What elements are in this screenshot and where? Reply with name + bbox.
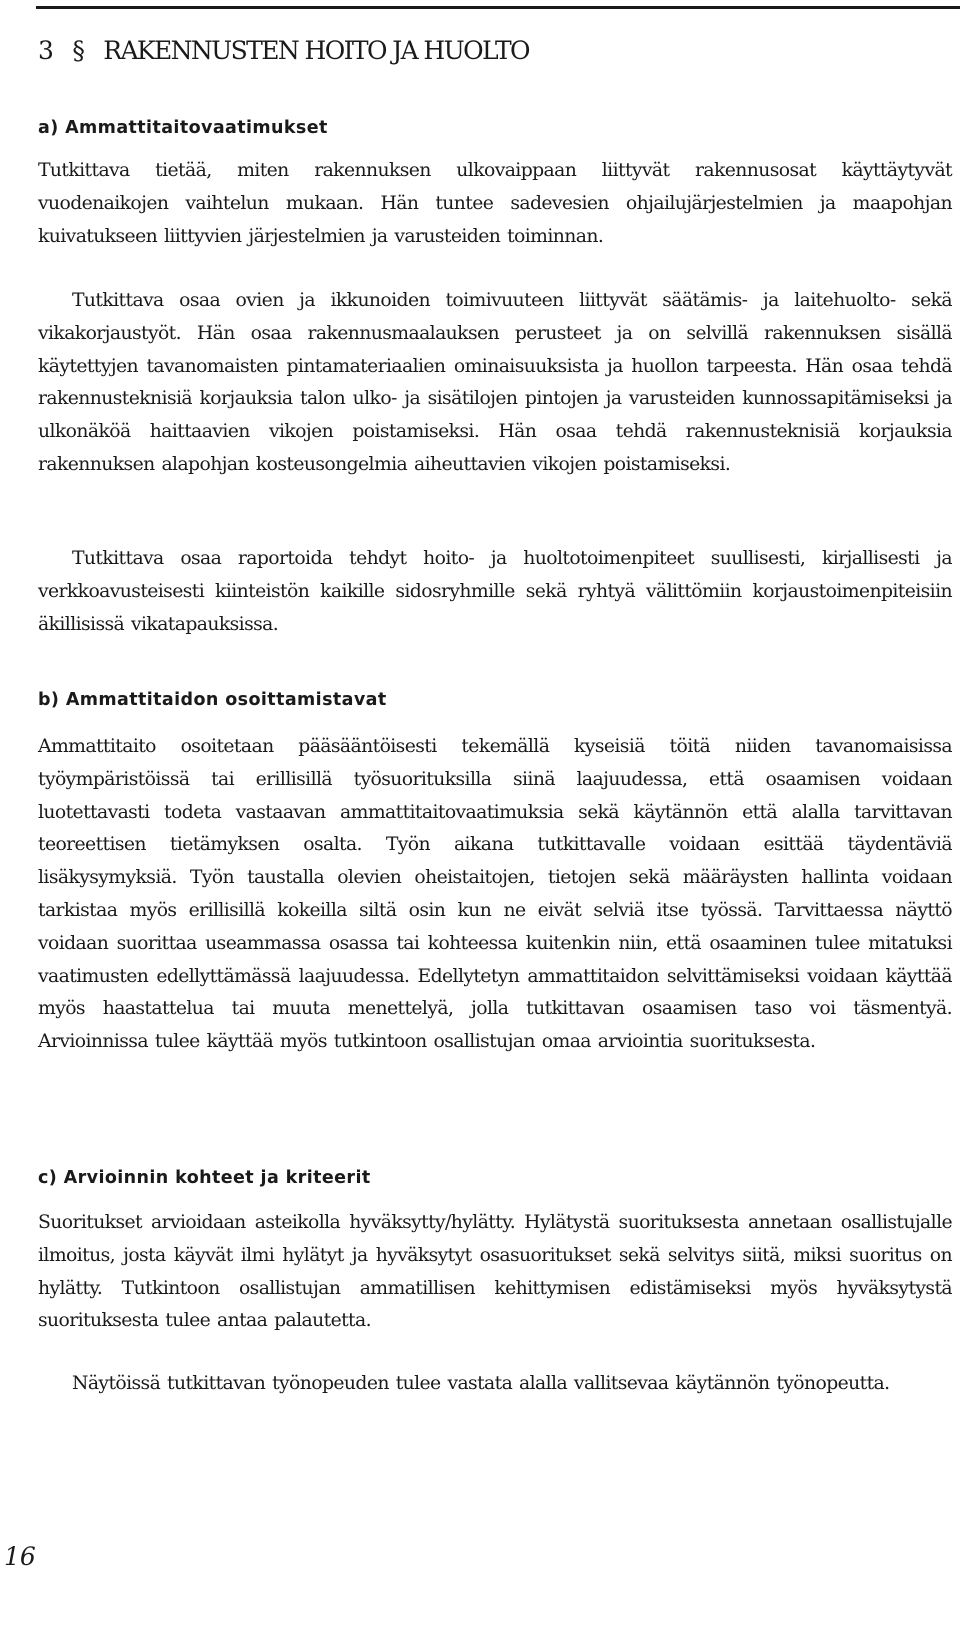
section-a-paragraph-3: Tutkittava osaa raportoida tehdyt hoito- ja huoltotoimenpiteet suullisesti, kirjallisesti ja verkkoavusteisesti kiinteistön kaikille sidosryhmille sekä ryhtyä välittömiin korjaustoimenpiteisiin äkillisissä vikatapauksissa. (38, 548, 952, 635)
section-a-heading: a) Ammattitaitovaatimukset (38, 118, 328, 138)
section-sign: § (72, 36, 84, 65)
page-number: 16 (4, 1542, 36, 1571)
chapter-title: RAKENNUSTEN HOITO JA HUOLTO (103, 36, 529, 65)
section-b-heading: b) Ammattitaidon osoittamistavat (38, 690, 387, 710)
section-c-paragraph-1: Suoritukset arvioidaan asteikolla hyväksytty/hylätty. Hylätystä suorituksesta annetaan osallistujalle ilmoitus, josta käyvät ilmi hylätyt ja hyväksytyt osasuoritukset sekä selvitys siitä, miksi suoritus on hylätty. Tutkintoon osallistujan ammatillisen kehittymisen edistämiseksi myös hyväksytystä suorituksesta tulee antaa palautetta. (38, 1212, 952, 1332)
section-a-paragraph-1: Tutkittava tietää, miten rakennuksen ulkovaippaan liittyvät rakennusosat käyttäytyvät vuodenaikojen vaihtelun mukaan. Hän tuntee sadevesien ohjailujärjestelmien ja maapohjan kuivatukseen liittyvien järjestelmien ja varusteiden toiminnan. (38, 160, 952, 247)
section-a-paragraph-2: Tutkittava osaa ovien ja ikkunoiden toimivuuteen liittyvät säätämis- ja laitehuolto- sekä vikakorjaustyöt. Hän osaa rakennusmaalauksen perusteet ja on selvillä rakennuksen sisällä käytettyjen tavanomaisten pintamateriaalien ominaisuuksista ja huollon tarpeesta. Hän osaa tehdä rakennusteknisiä korjauksia talon ulko- ja sisätilojen pintojen ja varusteiden kunnossapitämiseksi ja ulkonäköä haittaavien vikojen poistamiseksi. Hän osaa tehdä rakennusteknisiä korjauksia rakennuksen alapohjan kosteusongelmia aiheuttavien vikojen poistamiseksi. (38, 290, 952, 475)
section-b-paragraph-1: Ammattitaito osoitetaan pääsääntöisesti tekemällä kyseisiä töitä niiden tavanomaisissa työympäristöissä tai erillisillä työsuorituksilla siinä laajuudessa, että osaamisen voidaan luotettavasti todeta vastaavan ammattitaitovaatimuksia sekä käytännön että alalla tarvittavan teoreettisen tietämyksen osalta. Työn aikana tutkittavalle voidaan esittää täydentäviä lisäkysymyksiä. Työn taustalla olevien oheistaitojen, tietojen sekä määräysten hallinta voidaan tarkistaa myös erillisillä kokeilla siltä osin kun ne eivät selviä itse työssä. Tarvittaessa näyttö voidaan suorittaa useammassa osassa tai kohteessa kuitenkin niin, että osaaminen tulee mitatuksi vaatimusten edellyttämässä laajuudessa. Edellytetyn ammattitaidon selvittämiseksi voidaan käyttää myös haastattelua tai muuta menettelyä, jolla tutkittavan osaamisen taso voi täsmentyä. Arvioinnissa tulee käyttää myös tutkintoon osallistujan omaa arviointia suorituksesta. (38, 736, 952, 1053)
chapter-heading (38, 36, 529, 66)
chapter-number: 3 (38, 36, 53, 65)
top-rule (36, 6, 960, 9)
section-c-paragraph-2: Näytöissä tutkittavan työnopeuden tulee vastata alalla vallitsevaa käytännön työnopeutta. (72, 1373, 890, 1394)
section-c-heading: c) Arvioinnin kohteet ja kriteerit (38, 1168, 371, 1188)
